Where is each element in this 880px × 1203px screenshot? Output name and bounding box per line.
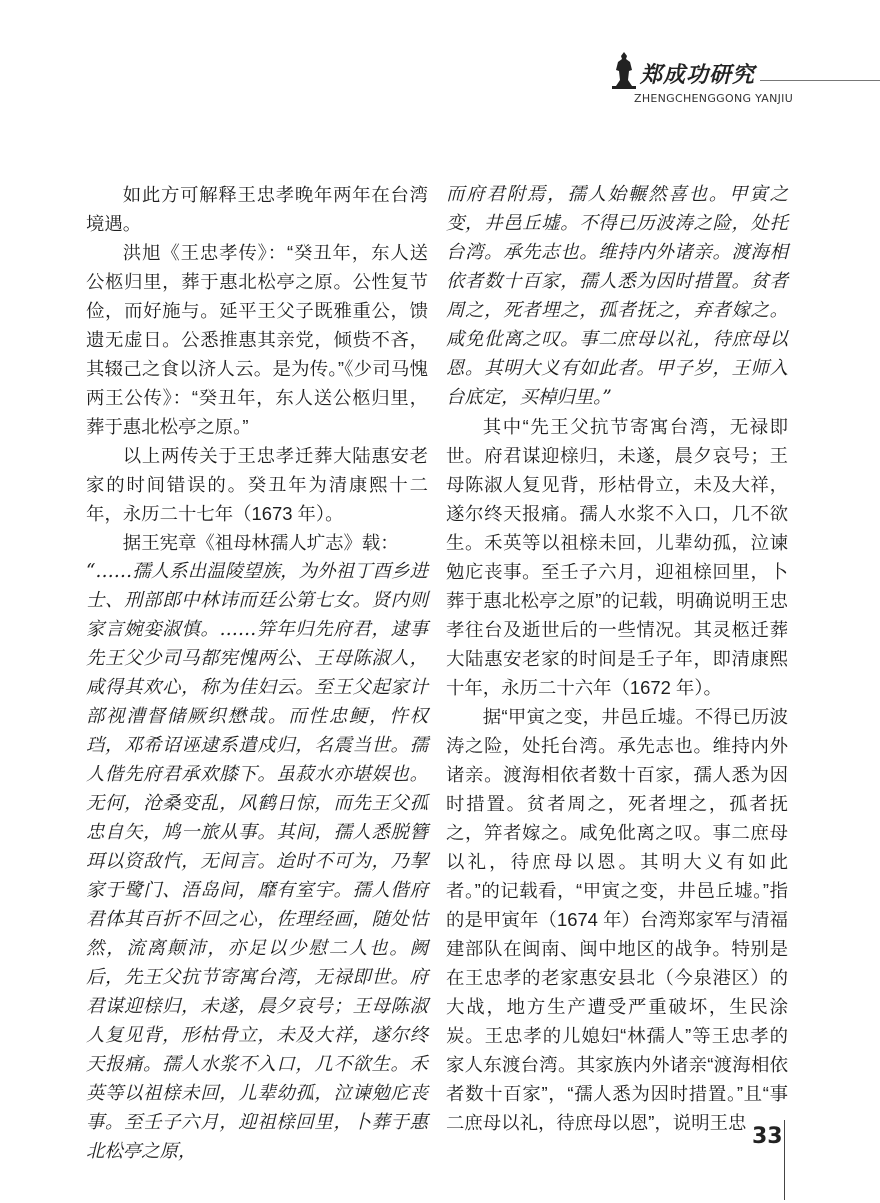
footer-divider bbox=[784, 1120, 785, 1200]
right-column bbox=[446, 180, 788, 1137]
running-header bbox=[600, 50, 880, 110]
paragraph: 以上两传关于王忠孝迁葬大陆惠安老家的时间错误的。癸丑年为清康熙十二年，永历二十七年（1673 年）。 bbox=[86, 445, 428, 524]
journal-title: 郑成功研究 bbox=[640, 63, 756, 88]
paragraph: 洪旭《王忠孝传》：“癸丑年，东人送公柩归里，葬于惠北松亭之原。公性复节俭，而好施与。延平王父子既雅重公，馈遗无虚日。公悉推惠其亲党，倾赀不吝，其辍己之食以济人云。是为传。”《少司马愧两王公传》：“癸丑年，东人送公柩归里，葬于惠北松亭之原。” bbox=[86, 242, 428, 437]
paragraph: 据王宪章《祖母林孺人圹志》载： bbox=[122, 532, 399, 553]
left-column bbox=[86, 180, 428, 1166]
paragraph: 其中“先王父抗节寄寓台湾，无禄即世。府君谋迎榇归，未遂，晨夕哀号；王母陈淑人复见背，形枯骨立，未及大祥，遂尔终天报痛。孺人水浆不入口，几不欲生。禾英等以祖榇未回，儿辈幼孤，泣谏勉庀丧事。至壬子六月，迎祖榇回里，卜葬于惠北松亭之原”的记载，明确说明王忠孝往台及逝世后的一些情况。其灵柩迁葬大陆惠安老家的时间是壬子年，即清康熙十年，永历二十六年（1672 年）。 bbox=[446, 416, 788, 698]
paragraph: 据“甲寅之变，井邑丘墟。不得已历波涛之险，处托台湾。承先志也。维持内外诸亲。渡海相依者数十百家，孺人悉为因时措置。贫者周之，死者埋之，孤者抚之，笄者嫁之。咸免仳离之叹。事二庶母以礼，待庶母以恩。其明大义有如此者。”的记载看，“甲寅之变，井邑丘墟。”指的是甲寅年（1674 年）台湾郑家军与清福建部队在闽南、闽中地区的战争。特别是在王忠孝的老家惠安县北（今泉港区）的大战，地方生产遭受严重破坏，生民涂炭。王忠孝的儿媳妇“林孺人”等王忠孝的家人东渡台湾。其家族内外诸亲“渡海相依者数十百家”，“孺人悉为因时措置。”且“事二庶母以礼，待庶母以恩”，说明王忠 bbox=[446, 706, 788, 1133]
quoted-paragraph: 而府君附焉，孺人始輾然喜也。甲寅之变，井邑丘墟。不得已历波涛之险，处托台湾。承先志也。维持内外诸亲。渡海相依者数十百家，孺人悉为因时措置。贫者周之，死者埋之，孤者抚之，弃者嫁之。咸免仳离之叹。事二庶母以礼，待庶母以恩。其明大义有如此者。甲子岁，王师入台底定，买棹归里。” bbox=[446, 184, 788, 408]
page-number: 33 bbox=[752, 1124, 783, 1149]
zheng-chenggong-statue-icon bbox=[606, 50, 642, 90]
header-divider bbox=[760, 80, 880, 81]
quoted-paragraph: “……孺人系出温陵望族，为外祖丁酉乡进士、刑部郎中林讳而廷公第七女。贤内则家言婉娈淑慎。……笄年归先府君，逮事先王父少司马都宪愧两公、王母陈淑人，咸得其欢心，称为佳妇云。至王父起家计部视漕督储厥织懋哉。而性忠鲠，忤权珰，邓希诏诬逮系遣戍归，名震当世。孺人偕先府君承欢膝下。虽菽水亦堪娱也。无何，沧桑变乱，风鹤日惊，而先王父孤忠自矢，鸠一旅从事。其间，孺人悉脱簪珥以资敌忾，无间言。迨时不可为，乃挈家于鹭门、浯岛间，靡有室宇。孺人偕府君体其百折不回之心，佐理经画，随处怙然，流离颠沛，亦足以少慰二人也。阙后，先王父抗节寄寓台湾，无禄即世。府君谋迎榇归，未遂，晨夕哀号；王母陈淑人复见背，形枯骨立，未及大祥，遂尔终天报痛。孺人水浆不入口，几不欲生。禾英等以祖榇未回，儿辈幼孤，泣谏勉庀丧事。至壬子六月，迎祖榇回里，卜葬于惠北松亭之原， bbox=[86, 561, 428, 1162]
paragraph: 如此方可解释王忠孝晚年两年在台湾境遇。 bbox=[86, 184, 428, 234]
journal-subtitle: ZHENGCHENGGONG YANJIU bbox=[634, 92, 794, 105]
